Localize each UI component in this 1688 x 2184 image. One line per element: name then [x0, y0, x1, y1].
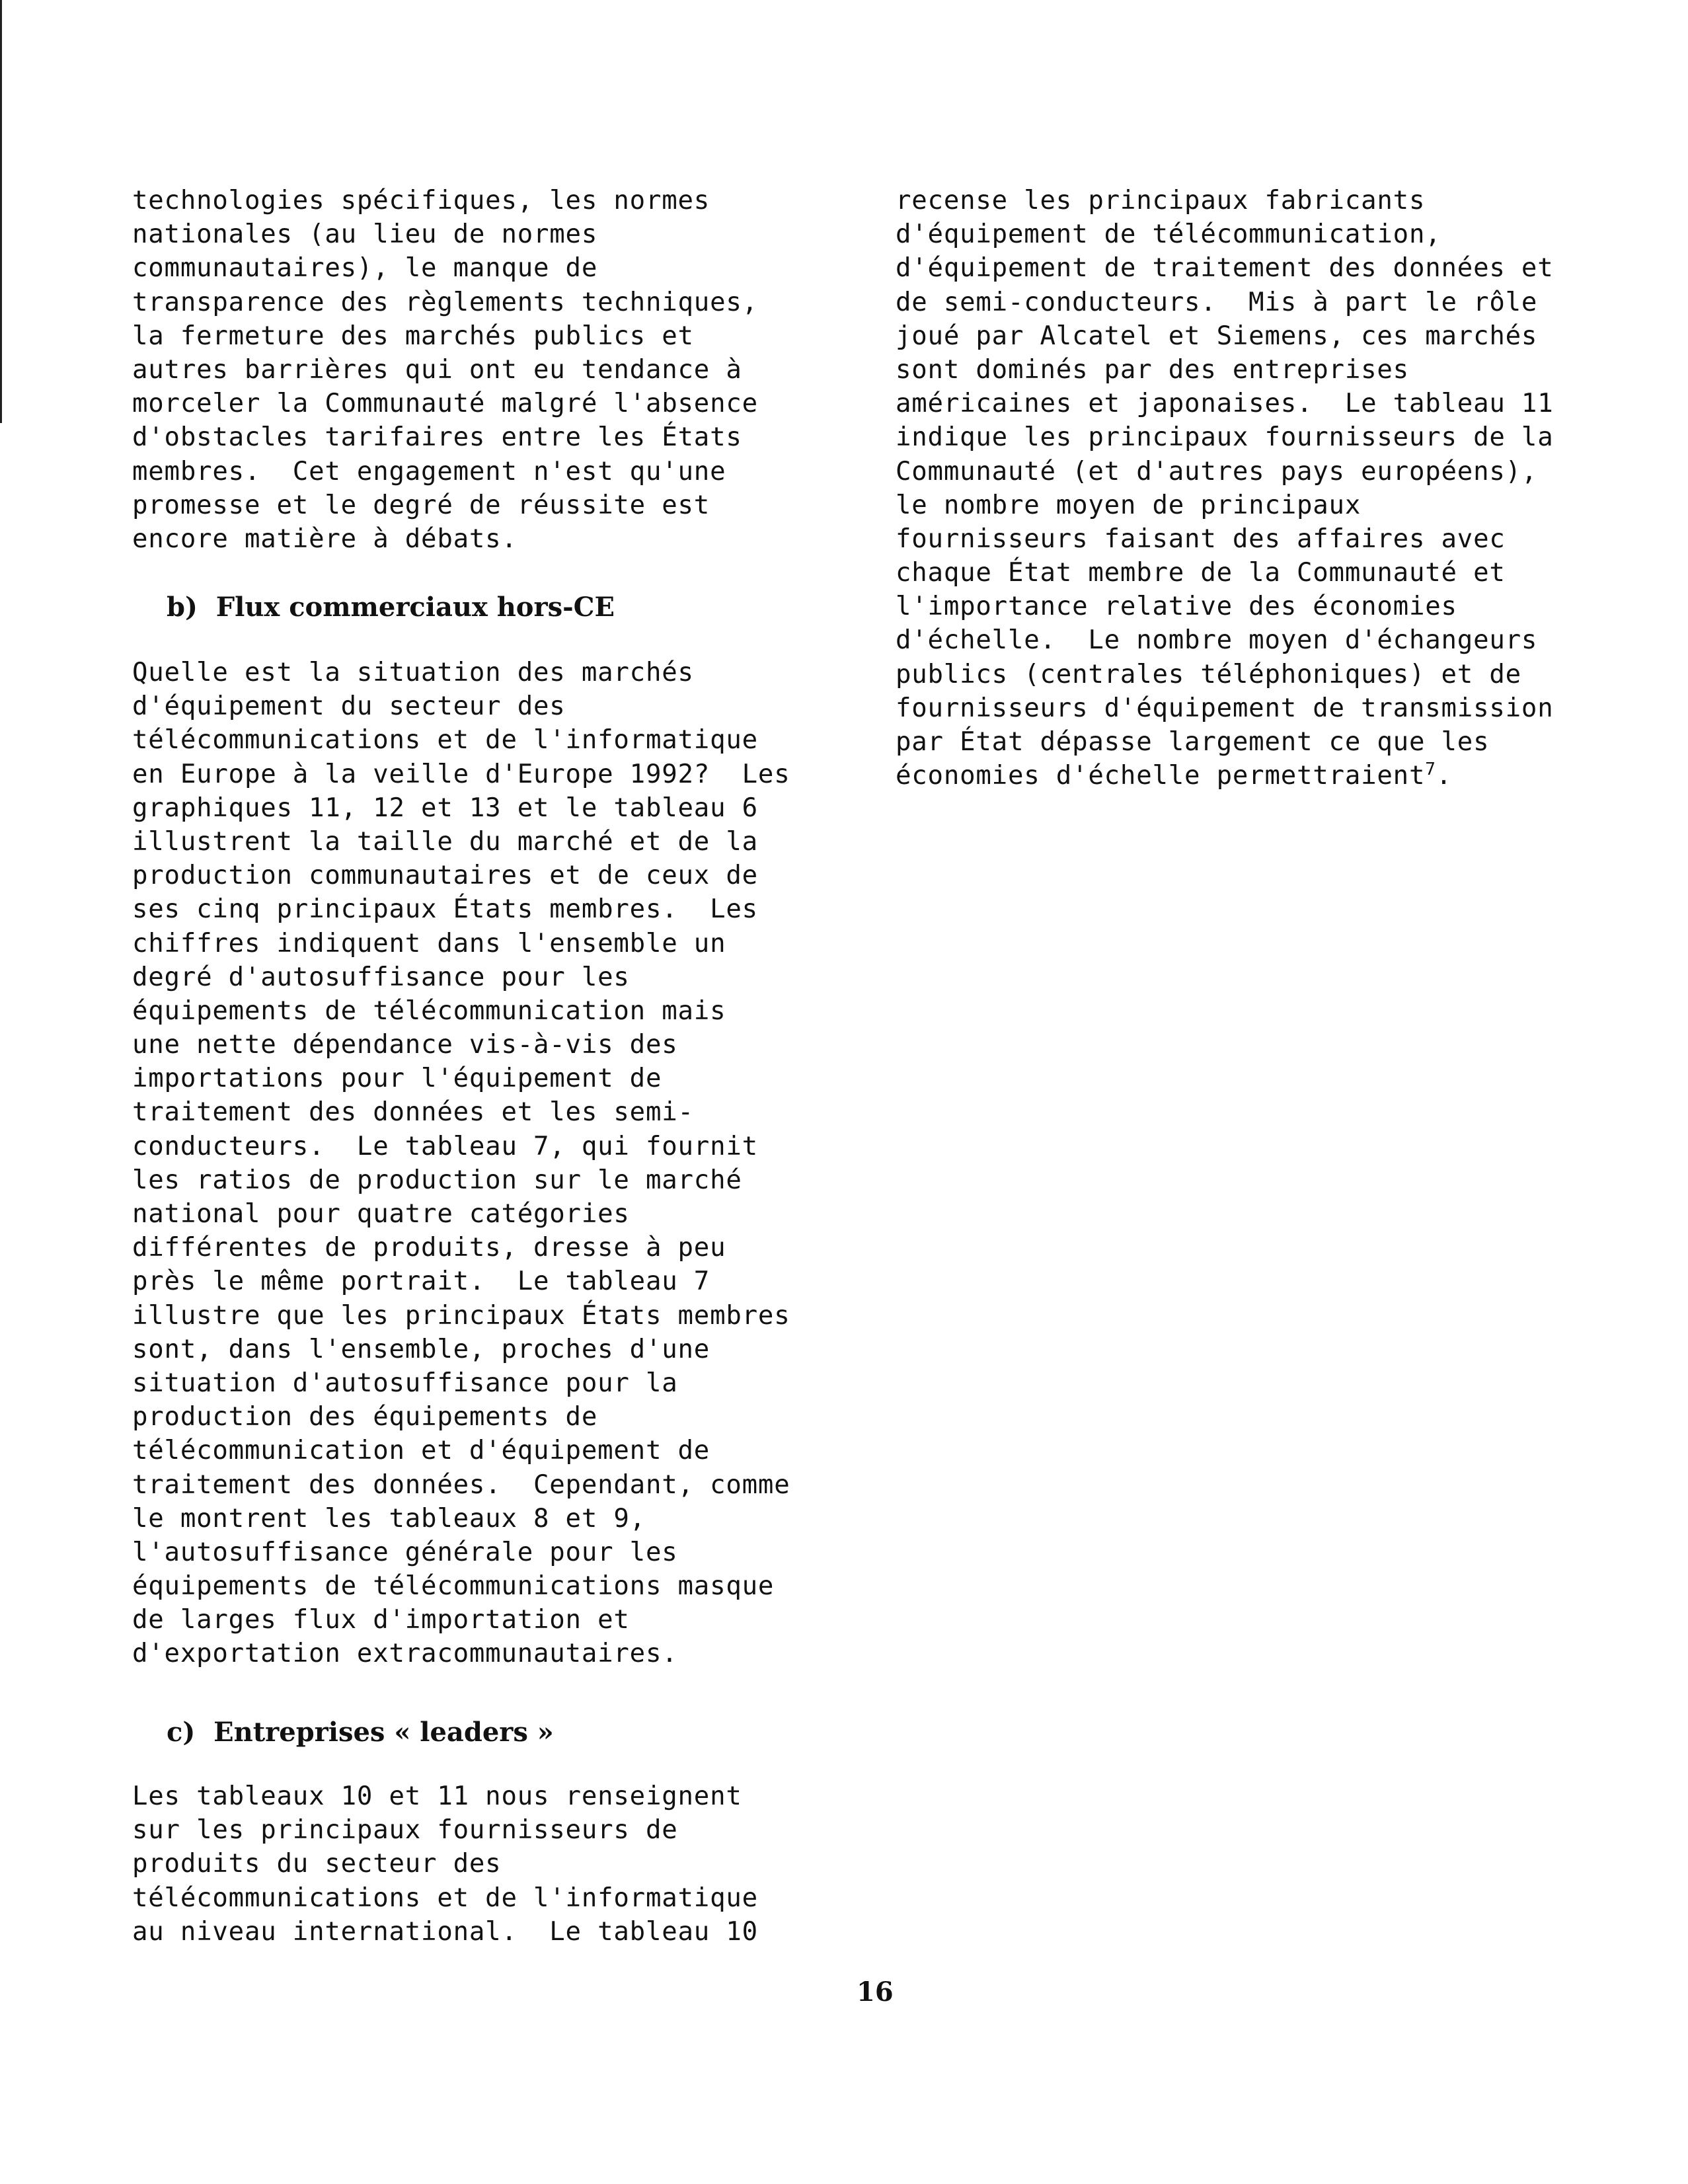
text-line: près le même portrait. Le tableau 7	[132, 1267, 710, 1297]
text-line: d'équipement de traitement des données et	[896, 253, 1554, 284]
text-line: d'obstacles tarifaires entre les États	[132, 422, 742, 453]
text-line: télécommunication et d'équipement de	[132, 1436, 710, 1466]
text-line: recense les principaux fabricants	[896, 186, 1426, 215]
text-line: en Europe à la veille d'Europe 1992? Les	[132, 759, 790, 789]
text-line: importations pour l'équipement de	[132, 1064, 662, 1094]
final-line-period: .	[1436, 761, 1452, 791]
text-line: sont dominés par des entreprises	[896, 354, 1409, 385]
section-heading-c: c) Entreprises « leaders »	[167, 1717, 554, 1748]
text-line: l'autosuffisance générale pour les	[132, 1537, 678, 1567]
text-line: production des équipements de	[132, 1402, 598, 1432]
page-number: 16	[857, 1976, 894, 2008]
text-line: fournisseurs faisant des affaires avec	[896, 524, 1506, 554]
left-column	[132, 184, 820, 556]
footnote-marker: 7	[1425, 760, 1436, 780]
text-line: Quelle est la situation des marchés	[132, 658, 694, 687]
text-line: traitement des données et les semi-	[132, 1097, 694, 1128]
text-line: technologies spécifiques, les normes	[132, 186, 710, 215]
text-line: les ratios de production sur le marché	[132, 1165, 742, 1195]
text-line: équipements de télécommunication mais	[132, 995, 726, 1026]
right-paragraph-1	[896, 184, 1583, 793]
text-line-final	[896, 759, 1583, 793]
text-line: d'équipement de télécommunication,	[896, 219, 1441, 250]
text-line: joué par Alcatel et Siemens, ces marchés	[896, 321, 1538, 351]
text-line: chaque État membre de la Communauté et	[896, 558, 1506, 588]
text-line: illustrent la taille du marché et de la	[132, 826, 758, 857]
text-line: traitement des données. Cependant, comme	[132, 1469, 790, 1500]
text-line: promesse et le degré de réussite est	[132, 490, 710, 520]
text-line: publics (centrales téléphoniques) et de	[896, 659, 1521, 689]
text-line: production communautaires et de ceux de	[132, 861, 758, 891]
text-line: d'exportation extracommunautaires.	[132, 1639, 678, 1669]
text-line: par État dépasse largement ce que les	[896, 727, 1490, 757]
text-line: chiffres indiquent dans l'ensemble un	[132, 928, 726, 958]
text-line: d'équipement du secteur des	[132, 691, 566, 722]
text-line: situation d'autosuffisance pour la	[132, 1368, 678, 1398]
text-line: produits du secteur des	[132, 1849, 502, 1879]
text-line: télécommunications et de l'informatique	[132, 1883, 758, 1913]
text-line: indique les principaux fournisseurs de la	[896, 422, 1554, 453]
text-line: de semi-conducteurs. Mis à part le rôle	[896, 287, 1538, 317]
text-line: télécommunications et de l'informatique	[132, 725, 758, 756]
text-line: membres. Cet engagement n'est qu'une	[132, 456, 726, 487]
text-line: une nette dépendance vis-à-vis des	[132, 1030, 678, 1060]
text-line: Communauté (et d'autres pays européens),	[896, 456, 1538, 487]
right-column	[896, 184, 1583, 793]
text-line: graphiques 11, 12 et 13 et le tableau 6	[132, 793, 758, 823]
text-line: nationales (au lieu de normes	[132, 219, 598, 250]
text-line: le montrent les tableaux 8 et 9,	[132, 1503, 646, 1534]
text-line: autres barrières qui ont eu tendance à	[132, 354, 742, 385]
left-paragraph-2	[132, 656, 820, 1671]
text-line: d'échelle. Le nombre moyen d'échangeurs	[896, 625, 1538, 656]
text-line: illustre que les principaux États membres	[132, 1300, 790, 1331]
text-line: conducteurs. Le tableau 7, qui fournit	[132, 1131, 758, 1161]
left-paragraph-1	[132, 184, 820, 556]
text-line: national pour quatre catégories	[132, 1199, 630, 1229]
text-line: américaines et japonaises. Le tableau 11	[896, 389, 1554, 419]
text-line: au niveau international. Le tableau 10	[132, 1916, 758, 1947]
text-line: le nombre moyen de principaux	[896, 490, 1362, 520]
text-line: sur les principaux fournisseurs de	[132, 1815, 678, 1846]
text-line: sont, dans l'ensemble, proches d'une	[132, 1334, 710, 1364]
text-line: ses cinq principaux États membres. Les	[132, 894, 758, 925]
scan-edge-mark	[0, 0, 2, 423]
text-line: Les tableaux 10 et 11 nous renseignent	[132, 1781, 742, 1811]
text-line: degré d'autosuffisance pour les	[132, 962, 630, 992]
text-line: fournisseurs d'équipement de transmission	[896, 693, 1554, 723]
text-line: morceler la Communauté malgré l'absence	[132, 389, 758, 419]
text-line: encore matière à débats.	[132, 524, 518, 554]
text-line: transparence des règlements techniques,	[132, 287, 758, 317]
final-line-text: économies d'échelle permettraient	[896, 761, 1426, 791]
text-line: communautaires), le manque de	[132, 253, 598, 284]
left-paragraph-3	[132, 1779, 820, 1949]
text-line: différentes de produits, dresse à peu	[132, 1233, 726, 1263]
text-line: équipements de télécommunications masque	[132, 1571, 775, 1602]
text-line: de larges flux d'importation et	[132, 1605, 630, 1635]
section-heading-b: b) Flux commerciaux hors-CE	[167, 592, 615, 623]
text-line: l'importance relative des économies	[896, 592, 1457, 622]
text-line: la fermeture des marchés publics et	[132, 321, 694, 351]
